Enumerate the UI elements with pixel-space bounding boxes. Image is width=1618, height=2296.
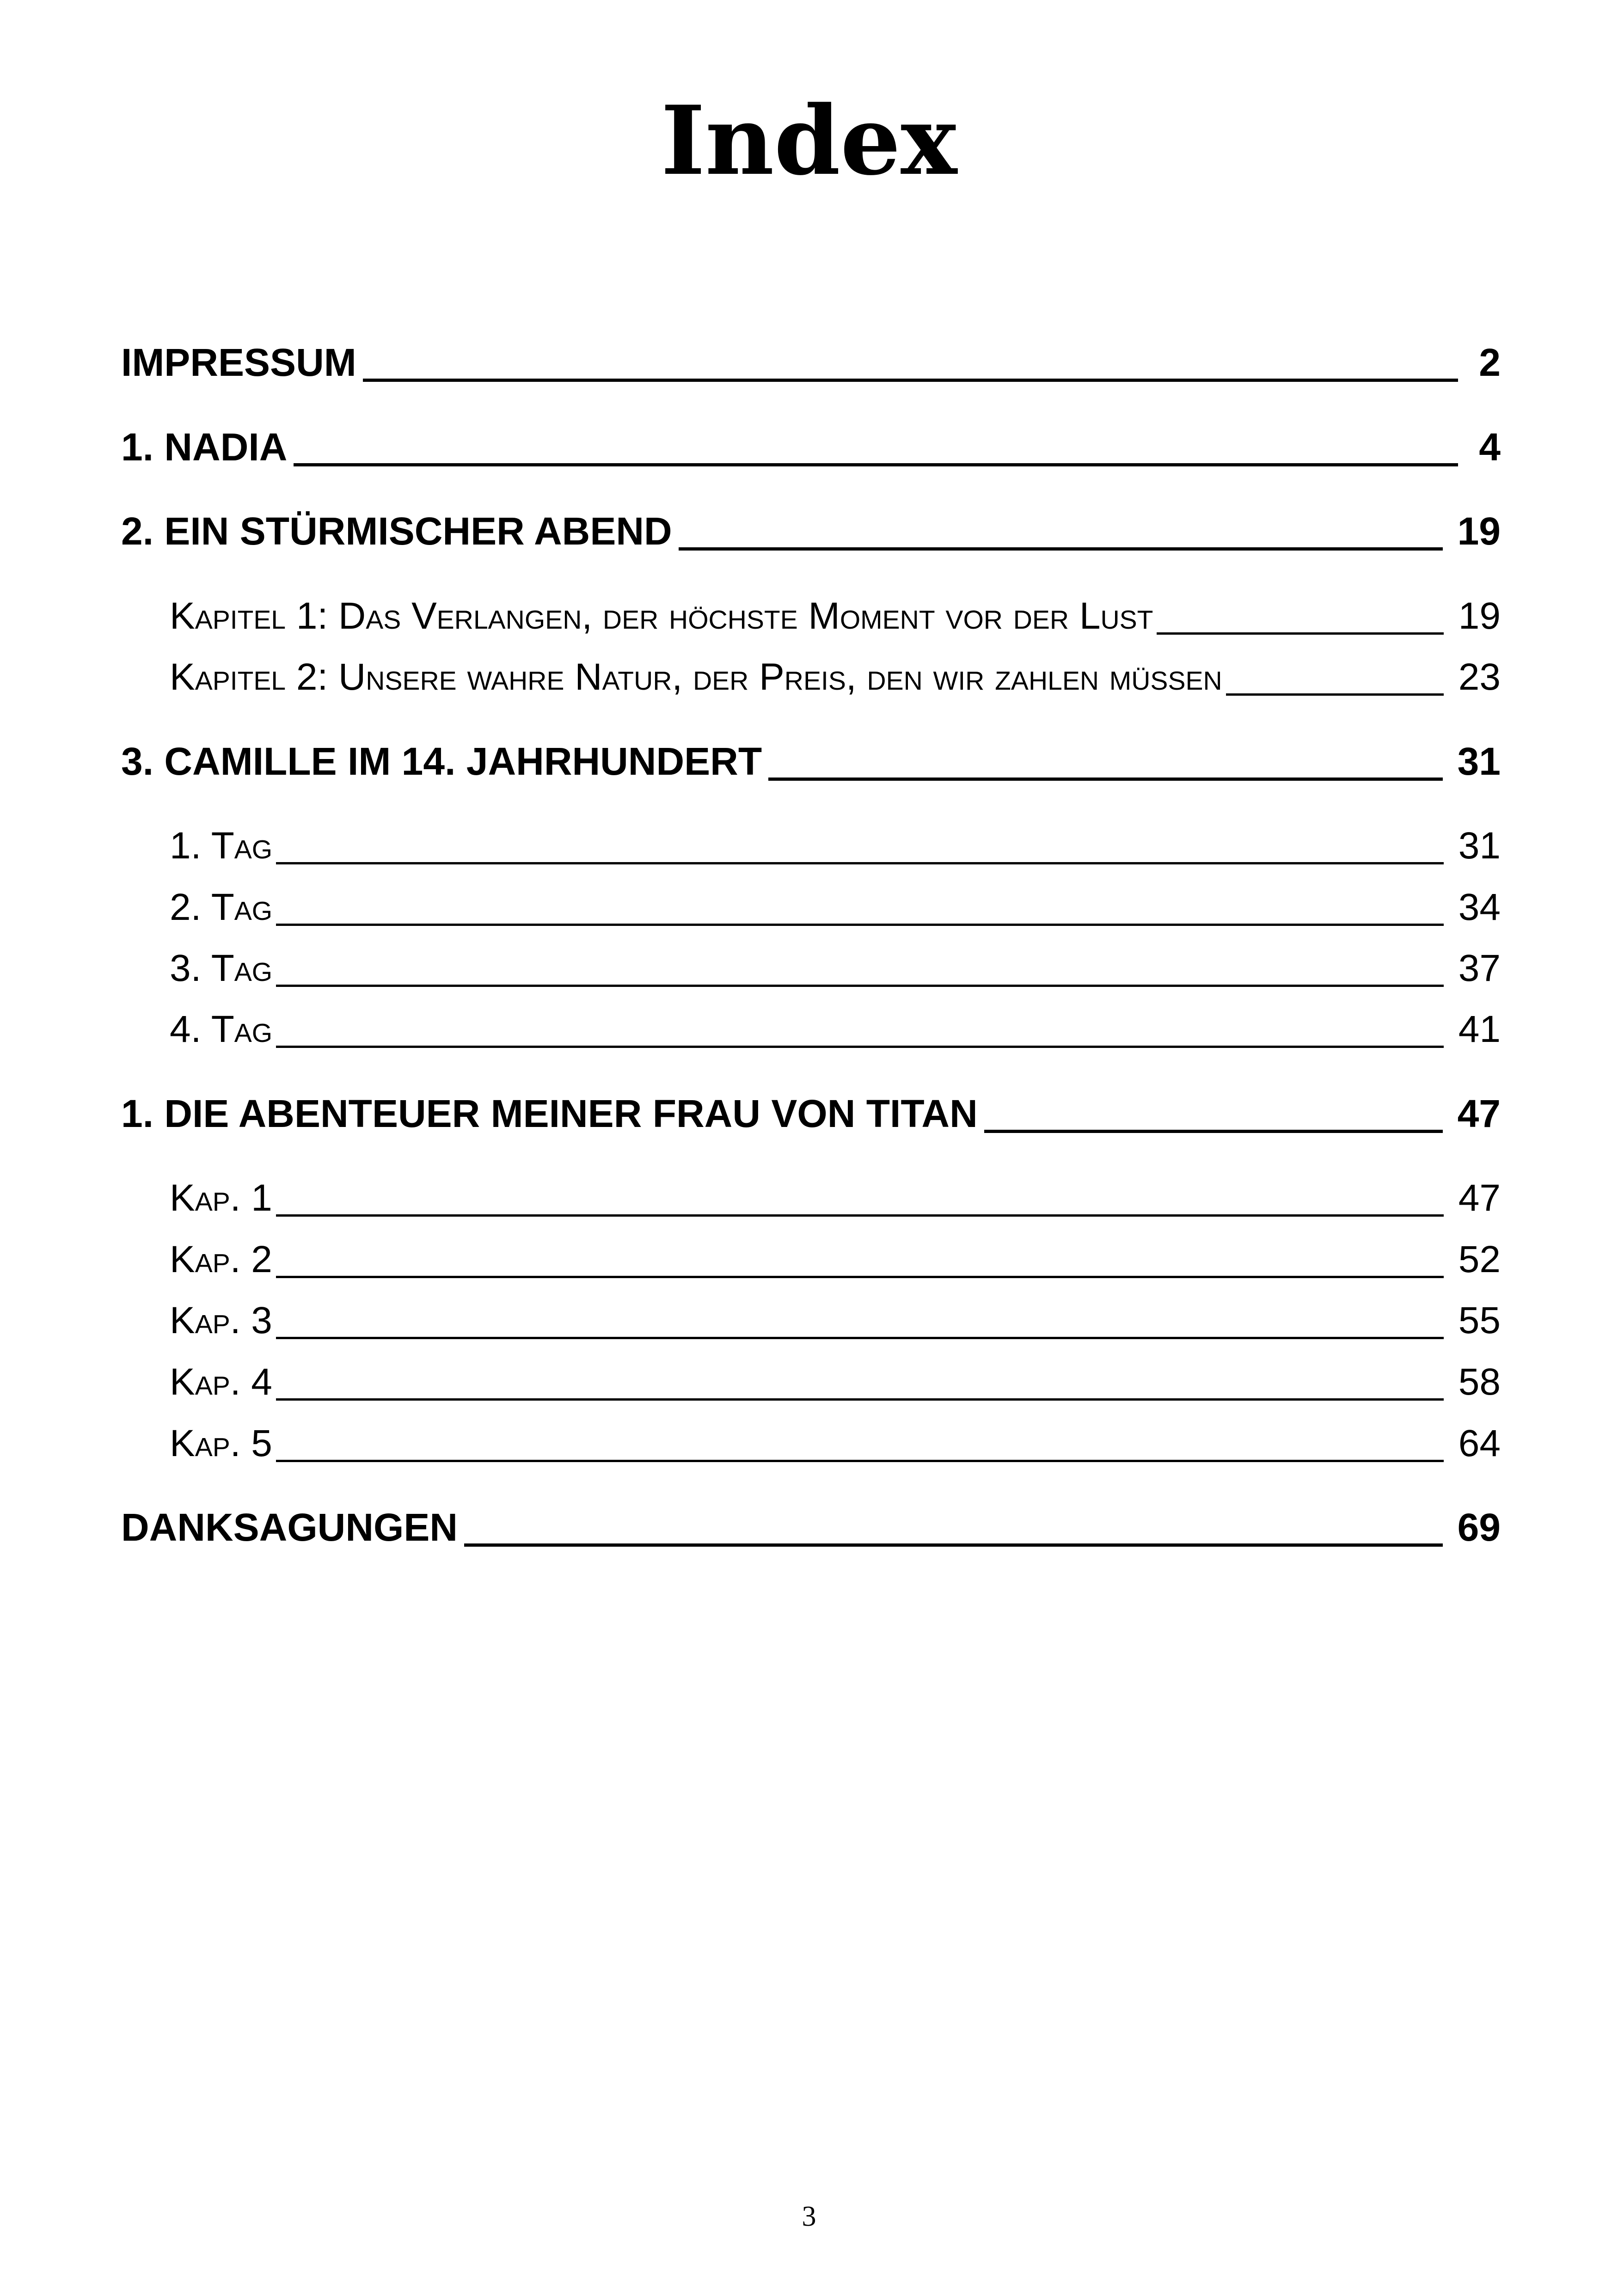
toc-leader-line [276,1214,1444,1217]
toc-entry-label: Kap. 5 [170,1422,272,1464]
toc-subentry-tag-2[interactable] [121,877,1501,928]
page-number: 3 [802,2201,816,2232]
toc-subentry-kap-4[interactable] [121,1352,1501,1403]
table-of-contents [121,0,1501,2296]
toc-leader-line [276,1337,1444,1339]
toc-entry-impressum[interactable] [121,333,1501,384]
toc-subentry-tag-3[interactable] [121,938,1501,989]
toc-entry-label: 2. Tag [170,886,273,928]
page-title: Index [661,86,957,196]
toc-entry-label: 3. Tag [170,947,273,989]
toc-subentry-kap-1[interactable] [121,1168,1501,1219]
toc-leader-line [276,1398,1444,1401]
toc-entry-label: IMPRESSUM [121,341,356,384]
toc-entry-page: 19 [1457,509,1501,553]
toc-entry-page: 31 [1458,825,1501,867]
toc-leader-line [276,1276,1444,1278]
toc-subentry-tag-1[interactable] [121,816,1501,867]
toc-entry-label: 1. DIE ABENTEUER MEINER FRAU VON TITAN [121,1092,978,1135]
toc-entry-page: 41 [1458,1008,1501,1050]
toc-entry-page: 55 [1458,1299,1501,1341]
toc-entry-label: Kap. 1 [170,1177,272,1219]
toc-entry-label: Kapitel 2: Unsere wahre Natur, der Preis, den wir zahlen müssen [170,656,1222,698]
toc-subentry-kapitel-2[interactable] [121,647,1501,698]
toc-entry-label: Kap. 4 [170,1361,272,1403]
toc-leader-line [276,862,1444,864]
toc-entry-frau-von-titan[interactable] [121,1084,1501,1135]
toc-entry-page: 23 [1458,656,1501,698]
toc-entry-label: Kapitel 1: Das Verlangen, der höchste Moment vor der Lust [170,595,1153,637]
toc-entry-page: 47 [1457,1092,1501,1135]
toc-entry-camille[interactable] [121,732,1501,783]
toc-entry-page: 31 [1457,740,1501,783]
toc-entry-nadia[interactable] [121,417,1501,468]
toc-subentry-tag-4[interactable] [121,999,1501,1050]
toc-entry-label: 2. EIN STÜRMISCHER ABEND [121,509,672,553]
toc-leader-line [679,547,1443,551]
toc-leader-line [363,379,1458,382]
toc-entry-danksagungen[interactable] [121,1498,1501,1549]
toc-entry-page: 69 [1457,1506,1501,1549]
toc-entry-label: Kap. 2 [170,1238,272,1280]
toc-entry-page: 64 [1458,1422,1501,1464]
toc-entry-page: 58 [1458,1361,1501,1403]
toc-leader-line [276,1046,1444,1048]
toc-leader-line [1226,693,1444,696]
toc-leader-line [984,1130,1443,1133]
toc-leader-line [768,778,1442,781]
toc-leader-line [276,924,1444,926]
toc-entry-page: 2 [1479,341,1501,384]
toc-subentry-kap-5[interactable] [121,1414,1501,1464]
toc-entry-page: 4 [1479,425,1501,469]
toc-entry-page: 47 [1458,1177,1501,1219]
toc-subentry-kap-2[interactable] [121,1230,1501,1280]
toc-entry-label: 4. Tag [170,1008,273,1050]
toc-leader-line [294,463,1458,466]
toc-leader-line [276,1460,1444,1462]
toc-entry-page: 52 [1458,1238,1501,1280]
toc-subentry-kap-3[interactable] [121,1291,1501,1341]
toc-entry-label: 1. Tag [170,825,273,867]
toc-subentry-kapitel-1[interactable] [121,586,1501,637]
toc-entry-label: Kap. 3 [170,1299,272,1341]
toc-leader-line [1157,632,1443,635]
toc-entry-label: 3. CAMILLE IM 14. JAHRHUNDERT [121,740,762,783]
toc-entry-label: DANKSAGUNGEN [121,1506,458,1549]
toc-entry-page: 37 [1458,947,1501,989]
toc-entry-page: 19 [1458,595,1501,637]
toc-leader-line [464,1543,1443,1547]
toc-entry-page: 34 [1458,886,1501,928]
toc-leader-line [276,985,1444,987]
toc-entry-label: 1. NADIA [121,425,288,469]
toc-entry-stuermischer-abend[interactable] [121,502,1501,552]
